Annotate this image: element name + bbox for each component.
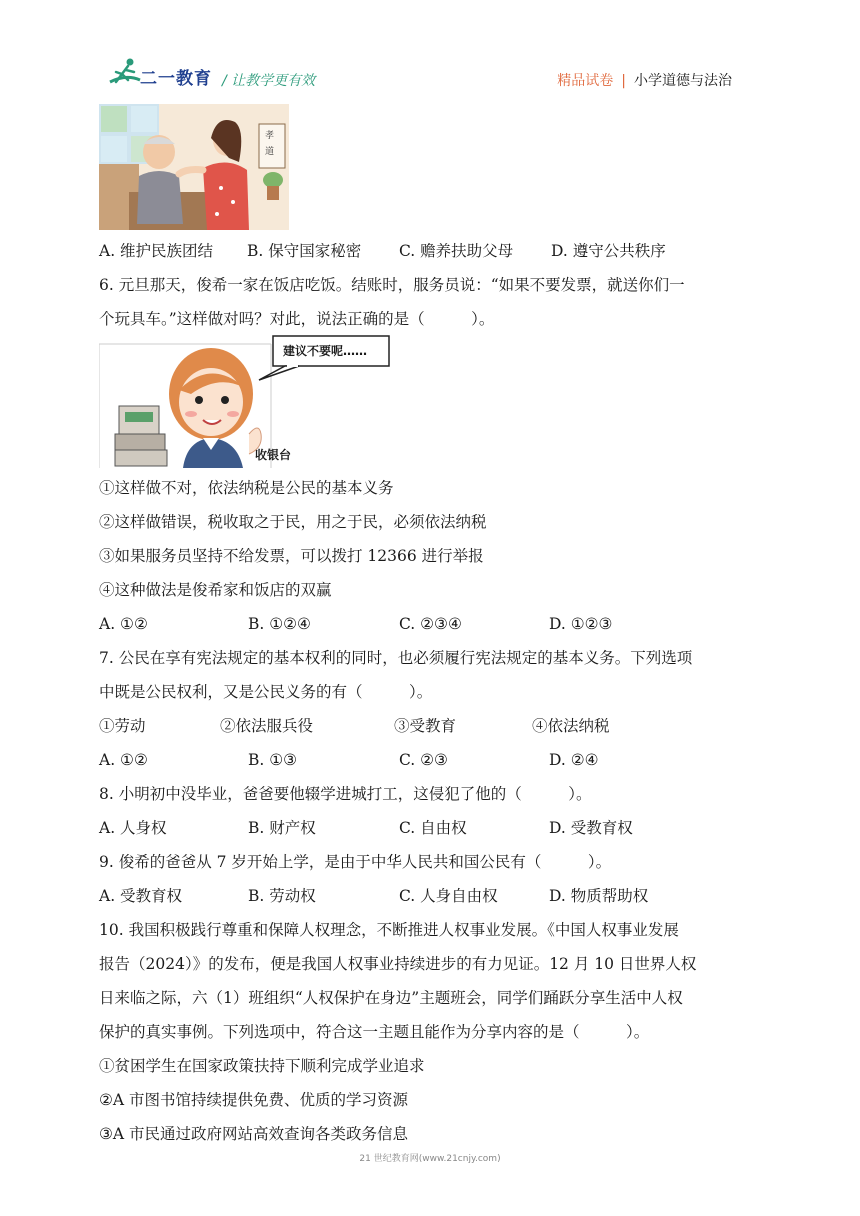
q7-option-a[interactable]: A. ①② [99, 751, 148, 769]
q6-statement-4: ④这种做法是俊希家和饭店的双赢 [99, 581, 332, 599]
q7-item-2: ②依法服兵役 [220, 717, 314, 735]
svg-text:孝: 孝 [265, 131, 275, 141]
q6-statement-1: ①这样做不对，依法纳税是公民的基本义务 [99, 479, 394, 497]
q8-option-c[interactable]: C. 自由权 [399, 819, 467, 837]
q10-statement-2: ②A 市图书馆持续提供免费、优质的学习资源 [99, 1091, 409, 1109]
page-footer: 21 世纪教育网(www.21cnjy.com) [359, 1154, 501, 1164]
q10-stem-line1: 10. 我国积极践行尊重和保障人权理念，不断推进人权事业发展。《中国人权事业发展 [99, 921, 679, 939]
q8-option-d[interactable]: D. 受教育权 [549, 819, 633, 837]
cashier-illustration [99, 334, 394, 468]
svg-text:道: 道 [265, 147, 275, 157]
q9-option-c[interactable]: C. 人身自由权 [399, 887, 498, 905]
q8-option-b[interactable]: B. 财产权 [248, 819, 316, 837]
q8-option-a[interactable]: A. 人身权 [99, 819, 167, 837]
page-header [0, 0, 860, 100]
exam-tag: 精品试卷 [557, 73, 614, 89]
q6-stem-line2: 个玩具车。”这样做对吗？对此，说法正确的是（ ）。 [99, 310, 495, 328]
q7-option-b[interactable]: B. ①③ [248, 751, 298, 769]
q10-stem-line4: 保护的真实事例。下列选项中，符合这一主题且能作为分享内容的是（ ）。 [99, 1023, 650, 1041]
q7-item-1: ①劳动 [99, 717, 146, 735]
slogan: / 让教学更有效 [222, 73, 316, 89]
q5-option-b[interactable]: B. 保守国家秘密 [247, 242, 362, 260]
caring-parent-illustration [99, 104, 289, 230]
q10-stem-line3: 日来临之际，六（1）班组织“人权保护在身边”主题班会，同学们踊跃分享生活中人权 [99, 989, 683, 1007]
q7-option-c[interactable]: C. ②③ [399, 751, 448, 769]
logo-text: 二一教育 [140, 69, 212, 89]
q7-stem-line2: 中既是公民权利，又是公民义务的有（ ）。 [99, 683, 433, 701]
q7-item-4: ④依法纳税 [532, 717, 610, 735]
q7-stem-line1: 7. 公民在享有宪法规定的基本权利的同时，也必须履行宪法规定的基本义务。下列选项 [99, 649, 693, 667]
q6-option-a[interactable]: A. ①② [99, 615, 148, 633]
q8-stem: 8. 小明初中没毕业，爸爸要他辍学进城打工，这侵犯了他的（ ）。 [99, 785, 592, 803]
header-separator: | [621, 73, 626, 89]
q9-option-d[interactable]: D. 物质帮助权 [549, 887, 649, 905]
q10-statement-1: ①贫困学生在国家政策扶持下顺利完成学业追求 [99, 1057, 425, 1075]
q5-option-a[interactable]: A. 维护民族团结 [99, 242, 214, 260]
q5-option-c[interactable]: C. 赡养扶助父母 [399, 242, 514, 260]
q6-stem-line1: 6. 元旦那天，俊希一家在饭店吃饭。结账时，服务员说：“如果不要发票，就送你们一 [99, 276, 685, 294]
header-right [557, 70, 732, 90]
q7-option-d[interactable]: D. ②④ [549, 751, 599, 769]
q10-stem-line2: 报告（2024）》的发布，便是我国人权事业持续进步的有力见证。12 月 10 日世界人权 [99, 955, 697, 973]
subject-label: 小学道德与法治 [634, 73, 732, 89]
q7-item-3: ③受教育 [394, 717, 457, 735]
cashier-counter-label: 收银台 [255, 448, 292, 462]
speech-bubble-text: 建议不要呢…… [283, 344, 368, 358]
q6-option-d[interactable]: D. ①②③ [549, 615, 613, 633]
q6-statement-3: ③如果服务员坚持不给发票，可以拨打 12366 进行举报 [99, 547, 484, 565]
q9-stem: 9. 俊希的爸爸从 7 岁开始上学，是由于中华人民共和国公民有（ ）。 [99, 853, 612, 871]
q5-option-d[interactable]: D. 遵守公共秩序 [551, 242, 666, 260]
q6-statement-2: ②这样做错误，税收取之于民，用之于民，必须依法纳税 [99, 513, 487, 531]
q9-option-b[interactable]: B. 劳动权 [248, 887, 316, 905]
q6-option-b[interactable]: B. ①②④ [248, 615, 311, 633]
q9-option-a[interactable]: A. 受教育权 [99, 887, 183, 905]
q6-option-c[interactable]: C. ②③④ [399, 615, 462, 633]
q10-statement-3: ③A 市民通过政府网站高效查询各类政务信息 [99, 1125, 409, 1143]
